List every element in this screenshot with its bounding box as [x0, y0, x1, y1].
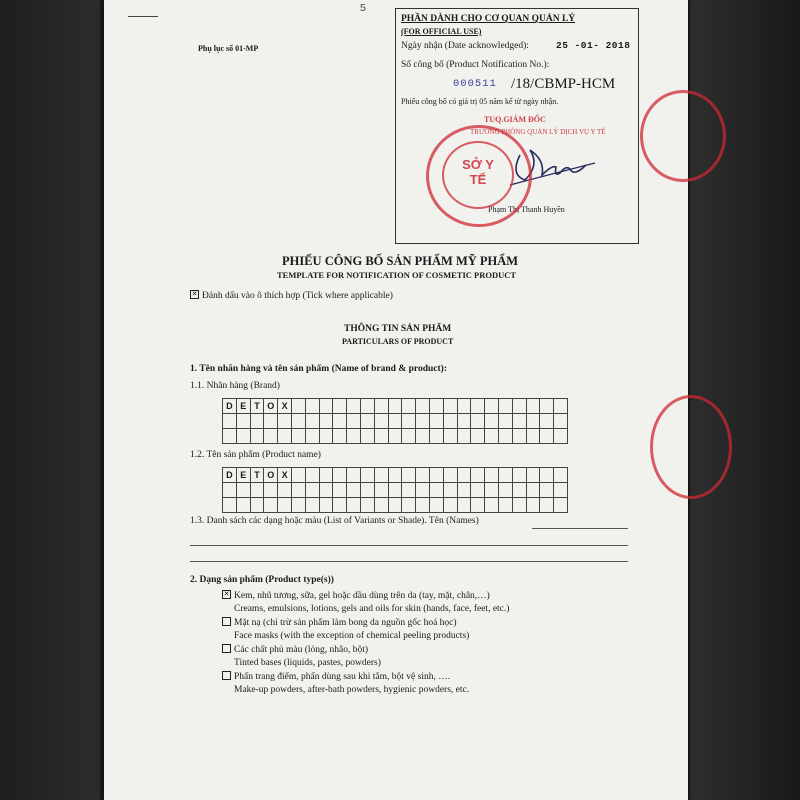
question-1: 1. Tên nhãn hàng và tên sản phẩm (Name of brand & product): [190, 364, 447, 374]
checkbox-example: ✕ [191, 290, 198, 299]
form-code: Phụ lục số 01-MP [198, 44, 259, 53]
brand-cell: T [250, 399, 264, 414]
product-type-en: Creams, emulsions, lotions, gels and oils for skin (hands, face, feet, etc.) [234, 604, 510, 614]
edge-stamp-top [640, 90, 726, 182]
section-title: THÔNG TIN SẢN PHẨM [344, 324, 452, 334]
document-title: PHIẾU CÔNG BỐ SẢN PHẨM MỸ PHẨM [282, 254, 519, 268]
product-type-vi: Phấn trang điểm, phấn dùng sau khi tắm, bột vệ sinh, …. [234, 672, 451, 682]
product-cell: T [250, 468, 264, 483]
brand-cell: D [223, 399, 237, 414]
product-type-vi: Các chất phủ màu (lỏng, nhão, bột) [234, 645, 369, 655]
signer-title: TUQ.GIÁM ĐỐC [484, 115, 546, 124]
edge-stamp-bottom [650, 395, 732, 499]
product-cell: D [223, 468, 237, 483]
section-title-en: PARTICULARS OF PRODUCT [342, 337, 454, 346]
brand-cell: E [236, 399, 250, 414]
number-value: 000511 [453, 78, 497, 90]
product-type-vi: Mặt nạ (chỉ trừ sản phẩm làm bong da nguồn gốc hoá học) [234, 618, 457, 628]
date-value: 25 -01- 2018 [556, 40, 631, 51]
names-line [532, 528, 628, 529]
tick-note-text: Đánh dấu vào ô thích hợp (Tick where applicable) [202, 291, 393, 301]
question-1-1: 1.1. Nhãn hàng (Brand) [190, 381, 280, 391]
product-type-en: Make-up powders, after-bath powders, hygienic powders, etc. [234, 685, 470, 695]
signer-name: Phạm Thị Thanh Huyền [488, 205, 565, 214]
variants-line-1 [190, 545, 628, 546]
product-type-checkbox[interactable] [222, 644, 231, 653]
product-cell: X [278, 468, 292, 483]
product-type-en: Tinted bases (liquids, pastes, powders) [234, 658, 381, 668]
variants-line-2 [190, 561, 628, 562]
tick-note [190, 291, 393, 301]
product-type-2 [222, 618, 457, 628]
official-heading-en: (FOR OFFICIAL USE) [401, 27, 482, 36]
number-label: Số công bố (Product Notification No.): [401, 60, 550, 70]
product-cell: E [236, 468, 250, 483]
number-suffix: /18/CBMP-HCM [511, 76, 616, 92]
brand-cell: X [278, 399, 292, 414]
date-label: Ngày nhận (Date acknowledged): [401, 41, 529, 51]
product-type-vi: Kem, nhũ tương, sữa, gel hoặc dầu dùng trên da (tay, mặt, chân,…) [234, 591, 490, 601]
product-type-3 [222, 645, 368, 655]
question-1-3: 1.3. Danh sách các dạng hoặc màu (List of Variants or Shade). Tên (Names) [190, 516, 479, 526]
handwritten-mark: 5 [360, 2, 366, 14]
top-mark [128, 16, 158, 17]
product-type-4 [222, 672, 450, 682]
product-cell: O [264, 468, 278, 483]
official-heading: PHẦN DÀNH CHO CƠ QUAN QUẢN LÝ [401, 14, 576, 24]
product-type-checkbox[interactable]: ✕ [223, 590, 230, 599]
question-1-2: 1.2. Tên sản phẩm (Product name) [190, 450, 321, 460]
product-type-1 [222, 591, 490, 601]
validity-note: Phiếu công bố có giá trị 05 năm kể từ ngày nhận. [401, 97, 559, 106]
product-type-en: Face masks (with the exception of chemical peeling products) [234, 631, 470, 641]
product-type-checkbox[interactable] [222, 671, 231, 680]
brand-cell: O [264, 399, 278, 414]
question-2: 2. Dạng sản phẩm (Product type(s)) [190, 575, 334, 585]
background-left [0, 0, 100, 800]
product-grid [222, 467, 568, 513]
brand-grid [222, 398, 568, 444]
product-type-checkbox[interactable] [222, 617, 231, 626]
document-title-en: TEMPLATE FOR NOTIFICATION OF COSMETIC PRODUCT [277, 270, 517, 280]
signer-office: TRƯỞNG PHÒNG QUẢN LÝ DỊCH VỤ Y TẾ [470, 128, 606, 136]
stamp-text: SỞ Y TẾ [462, 157, 494, 187]
